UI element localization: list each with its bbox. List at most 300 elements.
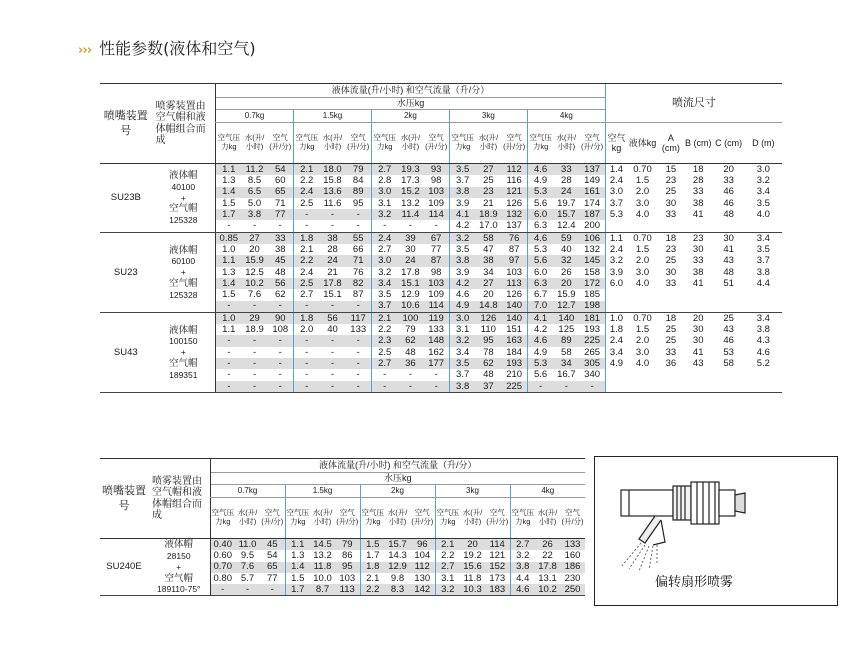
data-cell: 3.0 xyxy=(449,312,475,324)
pressure-level-2: 2kg xyxy=(360,485,435,498)
size-cell: 20 xyxy=(692,312,704,324)
size-cell xyxy=(745,301,782,313)
data-cell: 18.9 xyxy=(475,209,501,220)
performance-table-1 xyxy=(100,83,782,393)
size-cell: 25 xyxy=(665,255,677,267)
data-cell: 2.5 xyxy=(294,198,320,209)
size-cell: 5.3 xyxy=(605,209,627,220)
size-cell: 3.0 xyxy=(605,187,627,198)
size-cell xyxy=(605,301,627,313)
data-cell: 19.3 xyxy=(397,164,423,176)
combination-line: 189110-75° xyxy=(157,584,201,595)
data-cell: - xyxy=(371,381,397,393)
nozzle-header: 喷嘴装置号 xyxy=(100,459,148,539)
data-cell: - xyxy=(319,209,345,220)
sub-header-air: 空气(升/分) xyxy=(560,498,585,539)
size-cell: 51 xyxy=(723,277,734,289)
data-cell: 96 xyxy=(410,539,435,551)
data-cell: - xyxy=(216,381,242,393)
sub-header-water: 水(升/小时) xyxy=(385,498,410,539)
data-cell: 90 xyxy=(268,312,294,324)
data-cell: 6.7 xyxy=(527,289,553,300)
data-cell: 6.3 xyxy=(527,220,553,232)
combination-cell xyxy=(152,232,216,312)
data-cell: 25 xyxy=(483,175,494,187)
size-cell xyxy=(684,220,713,232)
data-cell: - xyxy=(242,301,268,313)
data-cell: 1.5 xyxy=(285,573,310,584)
data-cell: - xyxy=(242,335,268,346)
data-cell: 6.0 xyxy=(527,267,553,278)
data-cell: 17.8 xyxy=(401,266,420,278)
nozzle-id: SU240E xyxy=(100,539,148,596)
data-cell: 1.1 xyxy=(285,539,310,551)
data-cell: 20 xyxy=(460,539,485,551)
data-cell: 18.0 xyxy=(319,164,345,176)
size-cell: 5.2 xyxy=(756,358,770,369)
size-cell: 41 xyxy=(723,244,734,255)
size-cell: 2.4 xyxy=(605,175,627,186)
size-cell: 48 xyxy=(723,209,734,221)
data-cell: 0.40 xyxy=(210,539,235,551)
data-cell: 1.7 xyxy=(285,584,310,596)
size-cell: 4.0 xyxy=(635,209,650,221)
data-cell: 133 xyxy=(350,324,367,336)
data-cell: 13.1 xyxy=(538,572,557,584)
size-cell: 18 xyxy=(665,312,677,324)
size-cell xyxy=(745,220,782,232)
table-row xyxy=(100,232,782,244)
sub-header-air-pressure: 空气压力kg xyxy=(285,498,310,539)
data-cell: 2.7 xyxy=(371,358,397,369)
size-cell xyxy=(627,289,658,300)
data-cell: 4.1 xyxy=(527,312,553,324)
data-cell: 1.1 xyxy=(216,164,242,176)
data-cell: 1.3 xyxy=(216,267,242,278)
size-cell: 2.0 xyxy=(635,255,650,267)
data-cell: 30 xyxy=(405,244,416,255)
size-cell: 25 xyxy=(723,312,734,324)
data-cell: 1.8 xyxy=(294,232,320,244)
data-cell: 2.5 xyxy=(294,278,320,289)
sub-header-air: 空气(升/分) xyxy=(410,498,435,539)
data-cell: 230 xyxy=(564,572,581,584)
combination-line: 125328 xyxy=(169,289,198,300)
combination-line: + xyxy=(180,267,186,277)
data-cell: 14.3 xyxy=(388,550,407,562)
size-cell xyxy=(658,369,684,380)
data-cell: - xyxy=(252,369,257,381)
size-cell: 23 xyxy=(665,175,677,187)
size-cell xyxy=(658,301,684,313)
data-cell: 151 xyxy=(506,324,523,336)
data-cell: 2.3 xyxy=(371,335,397,346)
size-cell: 33 xyxy=(723,175,734,187)
data-cell: 3.8 xyxy=(449,381,475,393)
size-cell: 38 xyxy=(692,197,704,209)
size-cell xyxy=(605,369,627,380)
data-cell: 38 xyxy=(319,232,345,244)
size-cell xyxy=(605,289,627,300)
data-cell: 10.3 xyxy=(460,584,485,596)
data-cell: - xyxy=(294,369,320,380)
data-cell: 84 xyxy=(352,175,364,187)
data-cell: 126 xyxy=(506,289,523,301)
data-cell: 183 xyxy=(485,584,510,596)
data-cell: 161 xyxy=(579,187,605,198)
data-cell: 3.5 xyxy=(449,244,475,255)
pressure-level-4: 4kg xyxy=(510,485,585,498)
sub-header-air-pressure: 空气压力kg xyxy=(294,123,320,164)
data-cell: 54 xyxy=(266,550,278,562)
data-cell: 58 xyxy=(561,346,572,358)
data-cell: 17.0 xyxy=(475,220,501,232)
data-cell: 137 xyxy=(501,220,527,232)
data-cell: 2.4 xyxy=(294,267,320,278)
sub-header-air-pressure: 空气压力kg xyxy=(360,498,385,539)
data-cell: 95 xyxy=(475,335,501,346)
size-cell: 46 xyxy=(723,186,734,198)
sub-header-water: 水(升/小时) xyxy=(535,498,560,539)
data-cell: 62 xyxy=(475,358,501,369)
data-cell: - xyxy=(294,381,320,393)
size-cell xyxy=(658,381,684,393)
data-cell: 33 xyxy=(268,232,294,244)
pressure-level-3: 3kg xyxy=(435,485,510,498)
sub-header-water: 水(升/小时) xyxy=(460,498,485,539)
data-cell: 117 xyxy=(345,312,371,324)
size-cell: 36 xyxy=(665,358,677,369)
data-cell: 76 xyxy=(352,266,364,278)
sub-header-air-pressure: 空气压力kg xyxy=(435,498,460,539)
size-cell: 30 xyxy=(692,335,704,347)
data-cell: 3.4 xyxy=(371,278,397,289)
data-cell: 48 xyxy=(405,346,416,358)
data-cell: 11.0 xyxy=(235,539,260,551)
size-cell: 0.70 xyxy=(633,163,652,175)
size-cell xyxy=(605,381,627,393)
data-cell: 65 xyxy=(268,187,294,198)
data-cell: 24 xyxy=(397,255,423,266)
data-cell: - xyxy=(319,335,345,346)
data-cell: 4.9 xyxy=(527,175,553,186)
data-cell: 4.6 xyxy=(527,164,553,176)
data-cell: 12.9 xyxy=(385,562,410,573)
data-cell: - xyxy=(330,346,335,358)
data-cell: 225 xyxy=(501,381,527,393)
data-cell: 148 xyxy=(423,335,449,346)
data-cell: 78 xyxy=(483,346,494,358)
size-cell xyxy=(684,289,713,300)
water-pressure-header: 水压kg xyxy=(216,98,606,110)
size-cell xyxy=(745,289,782,300)
data-cell: 11.6 xyxy=(323,197,342,209)
data-cell: 1.5 xyxy=(360,539,385,551)
data-cell: 5.3 xyxy=(527,187,553,198)
size-cell: 41 xyxy=(692,277,704,289)
size-cell xyxy=(605,220,627,232)
data-cell: 3.2 xyxy=(510,550,535,561)
data-cell: - xyxy=(216,220,242,232)
data-cell: 11.4 xyxy=(397,209,423,220)
data-cell: 22 xyxy=(542,550,553,562)
data-cell: 163 xyxy=(501,335,527,346)
data-cell: 28 xyxy=(327,244,338,255)
data-cell: 1.3 xyxy=(285,550,310,561)
data-cell: 3.8 xyxy=(449,187,475,198)
size-cell xyxy=(745,381,782,393)
data-cell: 33 xyxy=(553,164,579,176)
size-cell: 3.0 xyxy=(635,346,650,358)
performance-table-2 xyxy=(100,458,585,596)
size-cell: 25 xyxy=(665,335,677,347)
data-cell: 2.4 xyxy=(371,232,397,244)
data-cell: - xyxy=(319,381,345,393)
data-cell: 2.7 xyxy=(371,244,397,255)
size-cell xyxy=(627,369,658,380)
size-cell: 28 xyxy=(692,175,704,187)
data-cell: 38 xyxy=(475,255,501,266)
size-cell xyxy=(627,301,658,313)
pressure-level-1: 1.5kg xyxy=(294,110,372,123)
data-cell: 2.5 xyxy=(371,347,397,358)
data-cell: 181 xyxy=(579,312,605,324)
size-cell: 3.0 xyxy=(756,163,770,175)
data-cell: 5.6 xyxy=(527,255,553,266)
sub-header-air: 空气(升/分) xyxy=(260,498,285,539)
data-cell: 3.5 xyxy=(449,164,475,176)
combination-line: 空气帽 xyxy=(169,277,198,289)
sub-header-water: 水(升/小时) xyxy=(475,123,501,164)
size-cell: 23 xyxy=(692,232,704,244)
data-cell: 10.2 xyxy=(535,584,560,596)
data-cell: 19.7 xyxy=(557,197,576,209)
data-cell: - xyxy=(242,220,268,232)
data-cell: 20 xyxy=(553,278,579,289)
data-cell: 106 xyxy=(579,232,605,244)
data-cell: - xyxy=(579,381,605,393)
size-cell: 41 xyxy=(692,209,704,221)
data-cell: - xyxy=(356,346,360,358)
data-cell: 47 xyxy=(483,244,494,255)
size-col-header: A (cm) xyxy=(658,123,684,164)
sub-header-air: 空气(升/分) xyxy=(345,123,371,164)
size-cell xyxy=(713,381,745,393)
data-cell: 9.8 xyxy=(390,572,405,584)
data-cell: 95 xyxy=(335,562,360,573)
data-cell: - xyxy=(345,335,371,346)
size-cell: 1.0 xyxy=(605,312,627,324)
title-text: 性能参数(液体和空气) xyxy=(99,39,256,58)
data-cell: 3.2 xyxy=(371,209,397,220)
data-cell: - xyxy=(434,369,438,381)
data-cell: 140 xyxy=(553,312,579,324)
data-cell: 3.8 xyxy=(449,255,475,266)
data-cell: - xyxy=(268,335,294,346)
nozzle-header: 喷嘴装置号 xyxy=(100,84,152,164)
sub-header-water: 水(升/小时) xyxy=(553,123,579,164)
data-cell: 103 xyxy=(423,187,449,198)
data-cell: 62 xyxy=(274,289,286,301)
data-cell: 15.2 xyxy=(397,187,423,198)
data-cell: 3.4 xyxy=(449,347,475,358)
data-cell: 114 xyxy=(423,209,449,220)
data-cell: 87 xyxy=(508,244,520,255)
data-cell: 3.2 xyxy=(371,267,397,278)
data-cell: 79 xyxy=(405,324,416,336)
pressure-level-1: 1.5kg xyxy=(285,485,360,498)
data-cell: 112 xyxy=(501,164,527,176)
combination-line: 液体帽 xyxy=(169,244,198,256)
data-cell: 11.8 xyxy=(310,562,335,573)
data-cell: 125 xyxy=(558,324,575,336)
size-cell: 3.2 xyxy=(756,175,770,187)
data-cell: 100 xyxy=(397,312,423,324)
size-cell: 25 xyxy=(665,324,677,336)
combination-line: + xyxy=(176,561,182,572)
sub-header-water: 水(升/小时) xyxy=(397,123,423,164)
data-cell: 40 xyxy=(327,324,338,336)
size-cell: 3.9 xyxy=(605,267,627,278)
sub-header-air-pressure: 空气压力kg xyxy=(510,498,535,539)
data-cell: 39 xyxy=(397,232,423,244)
sub-header-water: 水(升/小时) xyxy=(319,123,345,164)
combination-line: 60100 xyxy=(171,256,196,267)
data-cell: - xyxy=(294,209,320,220)
title-marker: ››› xyxy=(78,43,92,58)
table-row xyxy=(100,164,782,176)
data-cell: - xyxy=(268,358,294,369)
data-cell: 10.0 xyxy=(313,572,332,584)
size-cell: 3.7 xyxy=(605,198,627,209)
data-cell: 10.6 xyxy=(397,301,423,313)
data-cell: 45 xyxy=(260,539,285,551)
data-cell: 62 xyxy=(397,335,423,346)
sub-header-water: 水(升/小时) xyxy=(242,123,268,164)
data-cell: 4.6 xyxy=(449,289,475,300)
size-cell: 1.5 xyxy=(635,175,650,187)
data-cell: 1.5 xyxy=(216,289,242,300)
sub-header-air-pressure: 空气压力kg xyxy=(449,123,475,164)
combination-header: 喷雾装置由空气帽和液体帽组合而成 xyxy=(148,459,210,539)
data-cell: 67 xyxy=(423,232,449,244)
data-cell: - xyxy=(319,301,345,313)
data-cell: 186 xyxy=(560,562,585,573)
size-cell: 43 xyxy=(692,358,704,369)
data-cell: 3.5 xyxy=(371,289,397,300)
data-cell: 184 xyxy=(506,346,523,358)
data-cell: 3.1 xyxy=(435,573,460,584)
data-cell: - xyxy=(216,369,242,380)
size-cell: 3.4 xyxy=(756,232,770,244)
data-cell: 48 xyxy=(274,266,286,278)
combination-line: 125328 xyxy=(169,215,198,226)
data-cell: - xyxy=(397,220,423,232)
data-cell: - xyxy=(330,369,335,381)
data-cell: 113 xyxy=(501,278,527,289)
data-cell: 20 xyxy=(249,244,260,255)
data-cell: 108 xyxy=(272,324,289,336)
size-cell: 30 xyxy=(723,232,734,244)
data-cell: 8.7 xyxy=(310,584,335,596)
data-cell: 3.1 xyxy=(449,324,475,335)
data-cell: - xyxy=(268,220,294,232)
data-cell: 114 xyxy=(423,301,449,313)
data-cell: 18.9 xyxy=(245,324,264,336)
size-cell: 33 xyxy=(692,186,704,198)
table-row xyxy=(100,312,782,324)
data-cell: 86 xyxy=(341,550,353,562)
data-cell: 77 xyxy=(430,244,442,255)
size-cell: 0.70 xyxy=(633,312,652,324)
data-cell: 1.4 xyxy=(285,562,310,573)
sub-header-air: 空气(升/分) xyxy=(485,498,510,539)
data-cell: 173 xyxy=(489,572,506,584)
data-cell: 126 xyxy=(475,312,501,324)
data-cell: 13.2 xyxy=(313,550,332,562)
data-cell: - xyxy=(553,381,579,393)
data-cell: 3.8 xyxy=(242,209,268,220)
data-cell: 97 xyxy=(501,255,527,266)
data-cell: - xyxy=(345,301,371,313)
data-cell: - xyxy=(294,301,320,313)
data-cell: 15.6 xyxy=(460,562,485,573)
size-cell: 3.2 xyxy=(605,255,627,266)
sub-header-air-pressure: 空气压力kg xyxy=(527,123,553,164)
data-cell: 15.1 xyxy=(323,289,342,301)
data-cell: 89 xyxy=(345,187,371,198)
data-cell: - xyxy=(294,220,320,232)
data-cell: 4.6 xyxy=(527,335,553,346)
data-cell: 2.7 xyxy=(510,539,535,551)
sub-header-air: 空气(升/分) xyxy=(579,123,605,164)
data-cell: 36 xyxy=(397,358,423,369)
data-cell: 12.7 xyxy=(553,301,579,313)
size-cell: 43 xyxy=(723,324,734,336)
data-cell: 3.0 xyxy=(371,187,397,198)
data-cell: - xyxy=(294,347,320,358)
data-cell: 13.6 xyxy=(319,187,345,198)
water-pressure-header: 水压kg xyxy=(210,473,585,485)
size-cell xyxy=(684,301,713,313)
data-cell: 2.1 xyxy=(294,164,320,176)
data-cell: 87 xyxy=(423,255,449,266)
data-cell: 2.7 xyxy=(371,164,397,176)
data-cell: 210 xyxy=(506,369,523,381)
data-cell: 110 xyxy=(480,324,496,336)
data-cell: 15.8 xyxy=(323,175,342,187)
data-cell: - xyxy=(294,335,320,346)
data-cell: 48 xyxy=(483,369,494,381)
size-cell: 6.0 xyxy=(605,278,627,289)
data-cell: 15.7 xyxy=(385,539,410,551)
data-cell: 6.5 xyxy=(242,187,268,198)
data-cell: 79 xyxy=(335,539,360,551)
data-cell: 2.7 xyxy=(435,562,460,573)
data-cell: 3.9 xyxy=(449,267,475,278)
size-cell: 4.0 xyxy=(635,277,650,289)
data-cell: 0.60 xyxy=(210,550,235,561)
size-col-header: B (cm) xyxy=(684,123,713,164)
data-cell: 66 xyxy=(352,244,364,255)
data-cell: 113 xyxy=(335,584,360,596)
data-cell: - xyxy=(345,358,371,369)
size-cell: 38 xyxy=(692,266,704,278)
data-cell: 45 xyxy=(268,255,294,266)
size-cell: 30 xyxy=(692,324,704,336)
combination-line: 空气帽 xyxy=(169,357,198,369)
data-cell: 121 xyxy=(489,550,506,562)
